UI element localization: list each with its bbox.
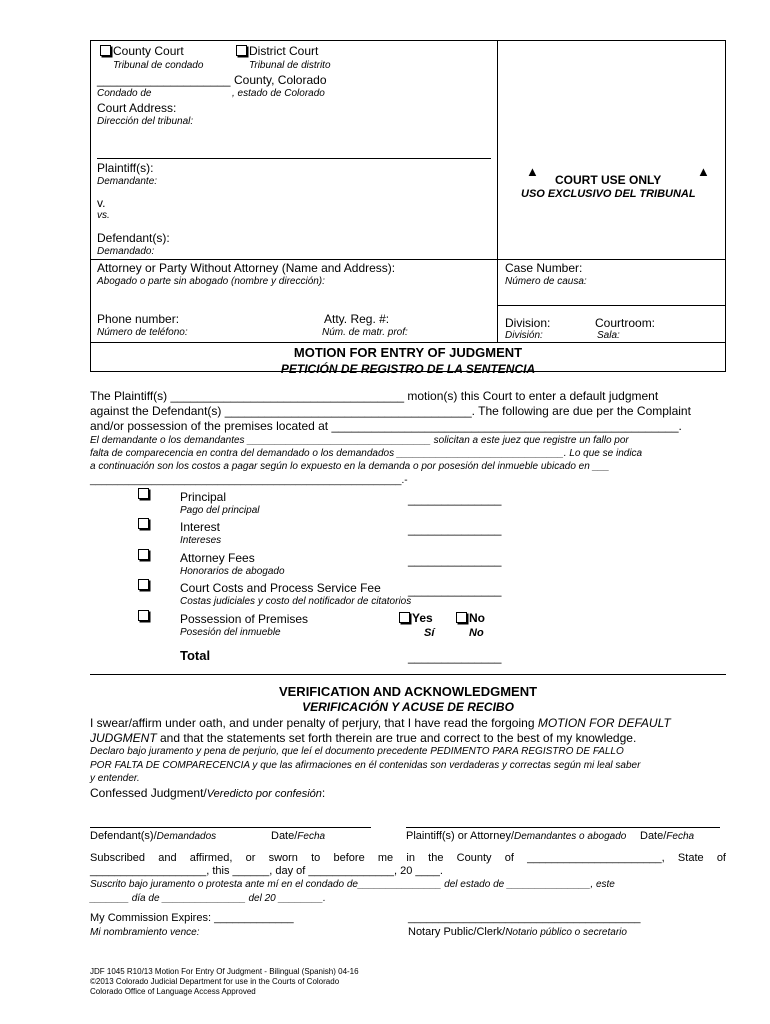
possession-checkbox[interactable]: [138, 609, 151, 623]
caption-divider-attorney: [90, 259, 726, 260]
division-es-label: División:: [505, 330, 543, 341]
county-court-es-label: Tribunal de condado: [113, 60, 204, 71]
commission-expires-label: My Commission Expires: _____________: [90, 912, 294, 924]
courtroom-es-label: Sala:: [597, 330, 620, 341]
total-label: Total: [180, 648, 211, 663]
attorney-es-label: Abogado o parte sin abogado (nombre y dirección):: [97, 276, 325, 287]
phone-es-label: Número de teléfono:: [97, 327, 188, 338]
triangle-right-icon: ▲: [697, 164, 710, 179]
triangle-left-icon: ▲: [526, 164, 539, 179]
attorney-fees-checkbox[interactable]: [138, 548, 151, 562]
attorney-fees-label: Attorney Fees: [180, 551, 255, 565]
verification-text-en-2: JUDGMENT and that the statements set forth therein are true and correct to the best of my knowledge.: [90, 731, 637, 745]
page-title-es: PETICIÓN DE REGISTRO DE LA SENTENCIA: [280, 362, 536, 376]
district-court-es-label: Tribunal de distrito: [249, 60, 331, 71]
court-address-label: Court Address:: [97, 101, 177, 115]
caption-divider-title: [90, 342, 726, 343]
court-address-es-label: Dirección del tribunal:: [97, 116, 194, 127]
page-title: MOTION FOR ENTRY OF JUDGMENT: [293, 345, 523, 360]
defendants-es-label: Demandado:: [97, 246, 155, 257]
verification-text-es-3: y entender.: [90, 773, 140, 784]
plaintiffs-label: Plaintiff(s):: [97, 161, 154, 175]
possession-no-option[interactable]: No: [456, 611, 485, 625]
body-es-line-4: ________________________________________________________.-: [90, 475, 408, 486]
county-court-option[interactable]: County Court: [100, 44, 184, 58]
division-divider: [497, 305, 726, 306]
possession-yes-es-label: Sí: [424, 627, 435, 639]
plaintiff-signature-line[interactable]: [406, 827, 720, 828]
notary-label: Notary Public/Clerk/Notario público o secretario: [408, 926, 627, 938]
estado-de-colorado-label: , estado de Colorado: [232, 88, 325, 99]
footer-copyright: ©2013 Colorado Judicial Department for use in the Courts of Colorado: [90, 977, 340, 986]
interest-amount-field[interactable]: ______________: [408, 522, 502, 536]
body-line-1: The Plaintiff(s) ___________________________________ motion(s) this Court to enter a default judgment: [90, 389, 659, 403]
possession-no-es-label: No: [469, 627, 484, 639]
notary-line-1: Subscribed and affirmed, or sworn to before me in the County of ______________________, State of: [90, 852, 726, 864]
body-line-3: and/or possession of the premises located at ____________________________________________________.: [90, 419, 682, 433]
defendant-date-label: Date/Fecha: [271, 830, 326, 842]
possession-yes-option[interactable]: Yes: [399, 611, 433, 625]
verification-text-es-2: POR FALTA DE COMPARECENCIA y que las afirmaciones en él contenidas son verdaderas y correctas según mi leal saber: [90, 760, 641, 771]
possession-yes-checkbox[interactable]: [399, 612, 410, 623]
footer-form-id: JDF 1045 R10/13 Motion For Entry Of Judgment - Bilingual (Spanish) 04-16: [90, 967, 359, 976]
attorney-fees-es-label: Honorarios de abogado: [180, 566, 285, 577]
body-es-line-1: El demandante o los demandantes _________________________________ solicitan a este juez que registre un fallo por: [90, 435, 629, 446]
body-es-line-3: a continuación son los costos a pagar según lo expuesto en la demanda o por posesión del inmueble ubicado en ___: [90, 461, 610, 472]
county-colorado-label: County, Colorado: [234, 73, 327, 87]
attorney-fees-amount-field[interactable]: ______________: [408, 553, 502, 567]
atty-reg-es-label: Núm. de matr. prof:: [322, 327, 408, 338]
notary-es-line-1: Suscrito bajo juramento o protesta ante mí en el condado de_______________ del estado de _______________, este: [90, 879, 615, 890]
county-name-field[interactable]: ____________________: [97, 73, 231, 87]
case-number-label: Case Number:: [505, 261, 583, 275]
defendant-signature-line[interactable]: [90, 827, 371, 828]
case-number-es-label: Número de causa:: [505, 276, 587, 287]
verification-text-es-1: Declaro bajo juramento y pena de perjurio, que leí el documento precedente PEDIMENTO PARA REGISTRO DE FALLO: [90, 746, 624, 757]
verification-title: VERIFICATION AND ACKNOWLEDGMENT: [278, 684, 538, 699]
court-costs-es-label: Costas judiciales y costo del notificador de citatorios: [180, 596, 412, 607]
versus-es-label: vs.: [97, 210, 110, 221]
notary-signature-line[interactable]: ______________________________________: [408, 912, 641, 924]
principal-label: Principal: [180, 490, 227, 504]
phone-label: Phone number:: [97, 312, 180, 326]
body-es-line-2: falta de comparecencia en contra del demandado o los demandados ______________________________. Lo que se indica: [90, 448, 643, 459]
court-use-only-label: COURT USE ONLY: [555, 173, 662, 187]
possession-no-checkbox[interactable]: [456, 612, 467, 623]
section-separator-line: [90, 674, 726, 675]
attorney-label: Attorney or Party Without Attorney (Name and Address):: [97, 261, 396, 275]
confessed-judgment-label: Confessed Judgment/Veredicto por confesión:: [90, 786, 326, 800]
defendants-label: Defendant(s):: [97, 231, 170, 245]
plaintiff-date-label: Date/Fecha: [640, 830, 695, 842]
notary-es-line-2: _______ día de _______________ del 20 ________.: [90, 893, 326, 904]
commission-expires-es-label: Mi nombramiento vence:: [90, 927, 200, 938]
atty-reg-label: Atty. Reg. #:: [324, 312, 390, 326]
interest-es-label: Intereses: [180, 535, 222, 546]
court-costs-checkbox[interactable]: [138, 578, 151, 592]
court-costs-amount-field[interactable]: ______________: [408, 583, 502, 597]
caption-vertical-divider: [497, 40, 498, 342]
principal-amount-field[interactable]: ______________: [408, 492, 502, 506]
court-costs-label: Court Costs and Process Service Fee: [180, 581, 381, 595]
versus-label: v.: [97, 196, 106, 210]
plaintiff-signature-label: Plaintiff(s) or Attorney/Demandantes o abogado: [406, 830, 627, 842]
court-use-only-es-label: USO EXCLUSIVO DEL TRIBUNAL: [521, 188, 696, 200]
notary-line-2: ___________________, this ______, day of ______________, 20 ____.: [90, 865, 443, 877]
interest-label: Interest: [180, 520, 221, 534]
interest-checkbox[interactable]: [138, 517, 151, 531]
verification-title-es: VERIFICACIÓN Y ACUSE DE RECIBO: [302, 700, 514, 714]
verification-text-en-1: I swear/affirm under oath, and under penalty of perjury, that I have read the forgoing MOTION FOR DEFAULT: [90, 716, 671, 730]
condado-de-label: Condado de: [97, 88, 152, 99]
county-court-checkbox[interactable]: [100, 45, 111, 56]
defendant-signature-label: Defendant(s)/Demandados: [90, 830, 217, 842]
body-line-2: against the Defendant(s) _____________________________________. The following are due per the Complaint: [90, 404, 691, 418]
footer-approval: Colorado Office of Language Access Approved: [90, 987, 256, 996]
possession-label: Possession of Premises: [180, 612, 309, 626]
total-amount-field[interactable]: ______________: [408, 650, 502, 664]
principal-es-label: Pago del principal: [180, 505, 260, 516]
courtroom-label: Courtroom:: [595, 316, 656, 330]
plaintiffs-es-label: Demandante:: [97, 176, 158, 187]
plaintiff-separator-line: [97, 158, 491, 159]
possession-es-label: Posesión del inmueble: [180, 627, 281, 638]
division-label: Division:: [505, 316, 551, 330]
principal-checkbox[interactable]: [138, 487, 151, 501]
district-court-checkbox[interactable]: [236, 45, 247, 56]
district-court-option[interactable]: District Court: [236, 44, 318, 58]
